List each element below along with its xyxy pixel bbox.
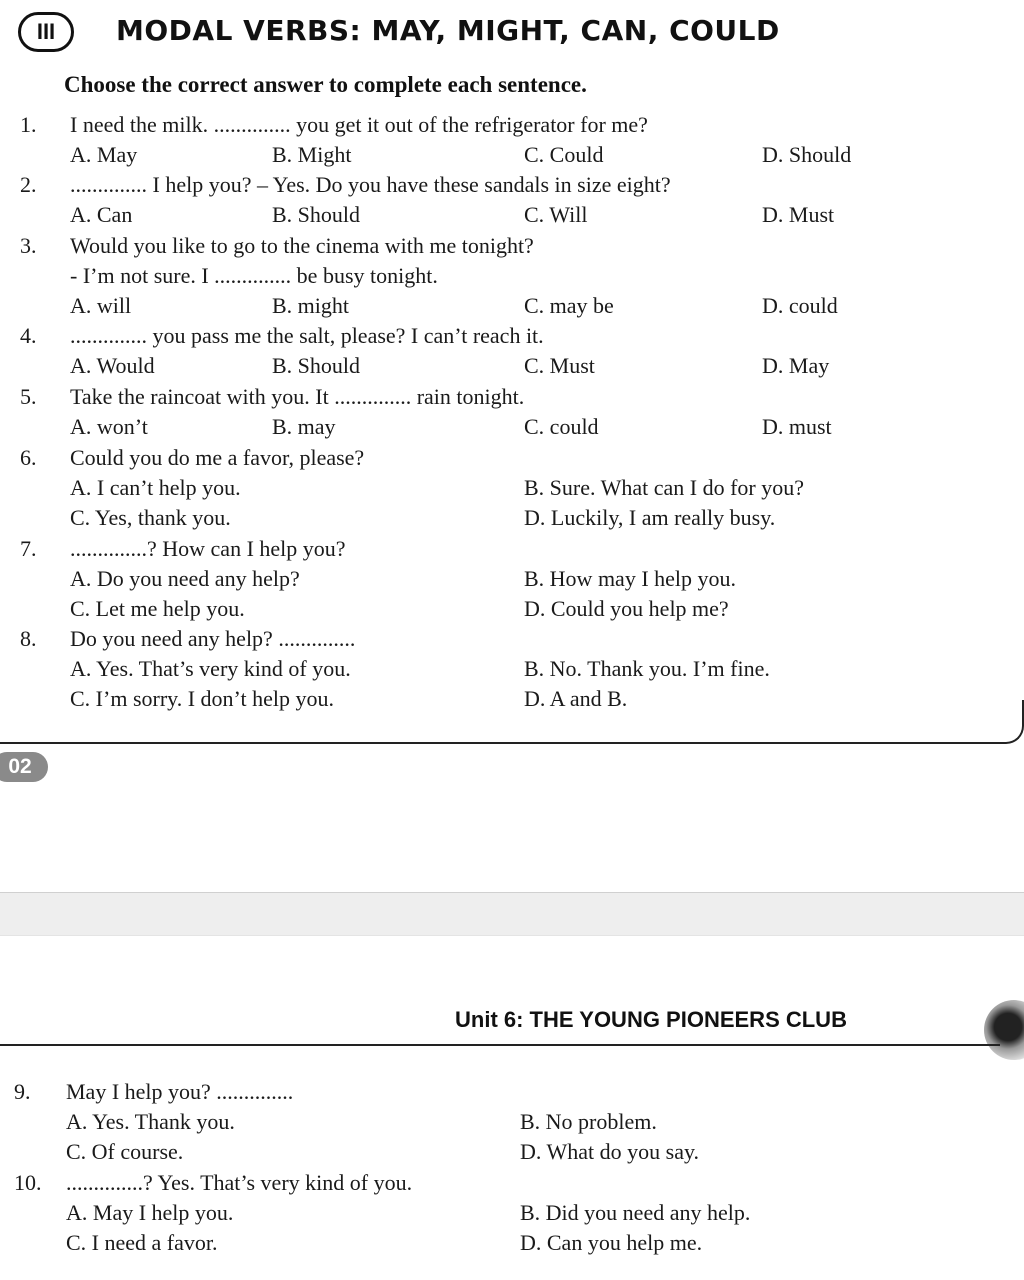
question-number: 3. — [20, 233, 37, 258]
option-a: A. Can — [70, 202, 133, 227]
option-c: C. Must — [524, 353, 595, 378]
option-a: A. Yes. That’s very kind of you. — [70, 656, 351, 681]
option-a: A. I can’t help you. — [70, 475, 241, 500]
question-text: Do you need any help? .............. — [70, 626, 356, 651]
option-a: A. May I help you. — [66, 1200, 234, 1225]
option-b: B. How may I help you. — [524, 566, 737, 591]
option-a: A. will — [70, 293, 132, 318]
question-text: Could you do me a favor, please? — [70, 445, 365, 470]
question-number: 1. — [20, 112, 37, 137]
question-text: .............. you pass me the salt, please? I can’t reach it. — [70, 323, 544, 348]
page-border — [0, 700, 1024, 744]
unit-header: Unit 6: THE YOUNG PIONEERS CLUB — [455, 1007, 847, 1032]
question-number: 7. — [20, 536, 37, 561]
option-a: A. May — [70, 142, 138, 167]
option-c: C. Yes, thank you. — [70, 505, 231, 530]
option-c: C. Could — [524, 142, 604, 167]
option-b: B. may — [272, 414, 336, 439]
option-b: B. Should — [272, 353, 361, 378]
question-text: ..............? How can I help you? — [70, 536, 346, 561]
question-text: Take the raincoat with you. It .............. rain tonight. — [70, 384, 525, 409]
question-number: 2. — [20, 172, 37, 197]
option-c: C. may be — [524, 293, 614, 318]
option-c: C. Will — [524, 202, 588, 227]
option-d: D. Could you help me? — [524, 596, 729, 621]
option-c: C. could — [524, 414, 599, 439]
option-d: D. Should — [762, 142, 852, 167]
page-number-badge: 02 — [0, 752, 48, 782]
option-d: D. What do you say. — [520, 1139, 700, 1164]
unit-header-rule — [0, 1044, 1000, 1046]
option-b: B. No. Thank you. I’m fine. — [524, 656, 770, 681]
option-d: D. May — [762, 353, 830, 378]
question-number: 4. — [20, 323, 37, 348]
question-text-line-2: - I’m not sure. I .............. be busy tonight. — [70, 263, 438, 288]
option-b: B. Should — [272, 202, 361, 227]
option-d: D. must — [762, 414, 832, 439]
option-c: C. I’m sorry. I don’t help you. — [70, 686, 334, 711]
question-number: 9. — [14, 1079, 31, 1104]
question-text: ..............? Yes. That’s very kind of you. — [66, 1170, 413, 1195]
question-number: 6. — [20, 445, 37, 470]
question-text: May I help you? .............. — [66, 1079, 294, 1104]
option-c: C. Let me help you. — [70, 596, 245, 621]
question-text: Would you like to go to the cinema with me tonight? — [70, 233, 534, 258]
option-d: D. Luckily, I am really busy. — [524, 505, 776, 530]
question-text: I need the milk. .............. you get it out of the refrigerator for me? — [70, 112, 648, 137]
question-text: .............. I help you? – Yes. Do you have these sandals in size eight? — [70, 172, 671, 197]
instruction: Choose the correct answer to complete each sentence. — [64, 72, 587, 97]
option-d: D. Must — [762, 202, 835, 227]
unit-tab-marker — [984, 1000, 1024, 1060]
question-number: 5. — [20, 384, 37, 409]
option-d: D. could — [762, 293, 838, 318]
option-c: C. I need a favor. — [66, 1230, 218, 1255]
option-d: D. A and B. — [524, 686, 628, 711]
section-number-badge: III — [18, 12, 74, 52]
option-b: B. Did you need any help. — [520, 1200, 751, 1225]
option-b: B. might — [272, 293, 350, 318]
page-gap — [0, 892, 1024, 936]
option-b: B. Sure. What can I do for you? — [524, 475, 805, 500]
section-title: MODAL VERBS: MAY, MIGHT, CAN, COULD — [116, 14, 780, 47]
option-b: B. Might — [272, 142, 352, 167]
option-a: A. Do you need any help? — [70, 566, 300, 591]
option-b: B. No problem. — [520, 1109, 657, 1134]
option-d: D. Can you help me. — [520, 1230, 703, 1255]
option-a: A. Yes. Thank you. — [66, 1109, 235, 1134]
option-a: A. Would — [70, 353, 155, 378]
question-number: 10. — [14, 1170, 42, 1195]
option-a: A. won’t — [70, 414, 148, 439]
option-c: C. Of course. — [66, 1139, 184, 1164]
question-number: 8. — [20, 626, 37, 651]
